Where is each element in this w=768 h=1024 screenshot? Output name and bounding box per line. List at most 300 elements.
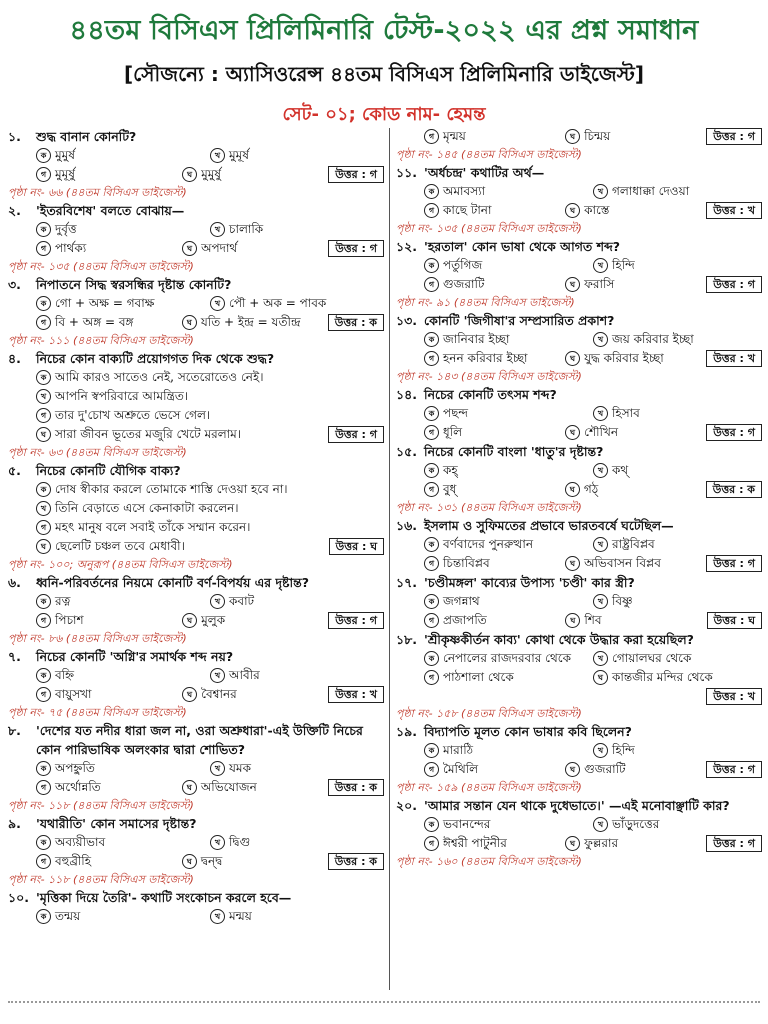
option-row	[396, 611, 762, 630]
option	[36, 220, 210, 239]
option-text: বৈশ্বানর	[201, 687, 237, 701]
option-text: গো + অক্ষ = গবাক্ষ	[55, 296, 155, 310]
option-marker: ঘ	[565, 613, 580, 628]
question-number: ২০.	[396, 798, 418, 813]
answer-box: উত্তর : গ	[328, 612, 384, 629]
question-number: ১২.	[396, 239, 417, 254]
option-text: কান্তজীর মন্দির থেকে	[612, 670, 713, 684]
question-line	[396, 630, 762, 649]
option-marker: খ	[593, 332, 608, 347]
option-text: পছন্দ	[443, 406, 469, 420]
option-text: গলাধাক্কা দেওয়া	[612, 184, 690, 198]
question-number: ৩.	[8, 277, 21, 292]
option-row	[396, 535, 762, 554]
question-number: ১.	[8, 129, 21, 144]
option-row	[8, 165, 384, 184]
option-marker: ক	[36, 222, 51, 237]
option-text: ছেলেটি চঞ্চল তবে মেধাবী।	[55, 539, 185, 553]
option-text: চিন্তাবিপ্লব	[443, 556, 490, 570]
answer-box: উত্তর : গ	[706, 128, 762, 145]
option-text: চিন্ময়	[584, 129, 611, 143]
option-text: আমি কারও সাতেও নেই, সতেরোতেও নেই।	[55, 370, 264, 384]
question-block	[396, 573, 762, 630]
option	[210, 220, 384, 239]
option-row	[396, 480, 762, 499]
option	[210, 666, 384, 685]
option-text: পাঠশালা থেকে	[443, 670, 514, 684]
option	[424, 554, 565, 573]
question-block	[396, 385, 762, 442]
question-number: ৭.	[8, 649, 21, 664]
option-marker: খ	[593, 537, 608, 552]
question-block	[396, 237, 762, 311]
question-block	[8, 721, 384, 814]
option-marker: ক	[36, 761, 51, 776]
option-marker: গ	[36, 315, 51, 330]
option	[593, 668, 762, 687]
option-text: মন্ময়	[229, 909, 252, 923]
option	[565, 480, 706, 499]
option-text: দ্বন্দ্ব	[200, 854, 223, 868]
option-marker: গ	[424, 203, 439, 218]
option	[210, 146, 384, 165]
option-marker: গ	[36, 613, 51, 628]
option-text: মারাঠি	[443, 743, 474, 757]
option	[36, 778, 182, 797]
option-text: হিন্দি	[612, 743, 635, 757]
option-text: জগন্নাথ	[443, 594, 480, 608]
option-row	[396, 275, 762, 294]
question-number: ৪.	[8, 351, 21, 366]
option-row	[8, 833, 384, 852]
page-reference: পৃষ্ঠা নং- ১১১ (৪৪তম বিসিএস ডাইজেস্ট)	[8, 334, 194, 347]
option-text: হিসাব	[612, 406, 640, 420]
answer-box: উত্তর : গ	[706, 555, 762, 572]
option	[210, 833, 384, 852]
question-block	[396, 630, 762, 722]
left-column	[8, 127, 384, 926]
option	[593, 592, 762, 611]
option	[424, 127, 565, 146]
option-marker: গ	[424, 482, 439, 497]
question-text: নিচের কোনটি 'অগ্নি'র সমার্থক শব্দ নয়?	[36, 649, 234, 664]
option-marker: গ	[424, 670, 439, 685]
option	[593, 256, 762, 275]
option-row	[396, 404, 762, 423]
question-line	[8, 349, 384, 368]
question-block	[396, 127, 762, 163]
question-number: ৫.	[8, 463, 21, 478]
option-row	[8, 537, 384, 556]
option-text: ঈশ্বরী পাটুনীর	[443, 836, 507, 850]
page-reference: পৃষ্ঠা নং- ১৫৮ (৪৪তম বিসিএস ডাইজেস্ট)	[396, 707, 582, 720]
option-text: বুধ্	[443, 482, 457, 496]
question-block	[8, 461, 384, 573]
question-text: নিচের কোনটি যৌগিক বাক্য?	[36, 463, 181, 478]
answer-box: উত্তর : খ	[706, 688, 762, 705]
option-text: ভবানন্দের	[443, 817, 491, 831]
option	[565, 349, 706, 368]
option	[565, 760, 706, 779]
answer-box: উত্তর : ক	[328, 314, 384, 331]
option	[424, 201, 565, 220]
option	[565, 834, 706, 853]
option-marker: খ	[593, 463, 608, 478]
option-marker: গ	[36, 687, 51, 702]
option-text: পার্থক্য	[55, 241, 87, 255]
option-row	[396, 349, 762, 368]
option	[36, 759, 210, 778]
option-text: পিচাশ	[55, 613, 84, 627]
option	[36, 537, 329, 556]
option-row	[8, 759, 384, 778]
option-text: গুজরাটি	[584, 762, 626, 776]
page-reference: পৃষ্ঠা নং- ১০০; অনুরূপ (৪৪তম বিসিএস ডাইজেস্ট)	[8, 558, 233, 571]
option	[182, 165, 328, 184]
question-number: ১৫.	[396, 444, 417, 459]
answer-box: উত্তর : গ	[328, 166, 384, 183]
option-marker: ঘ	[182, 613, 197, 628]
option-text: গোয়ালঘর থেকে	[612, 651, 692, 665]
option-marker: ঘ	[565, 203, 580, 218]
option-text: যতি + ইন্দ্র = যতীন্দ্র	[200, 315, 301, 329]
option	[36, 518, 384, 537]
option-text: হিন্দি	[612, 258, 635, 272]
option	[36, 313, 182, 332]
option	[182, 778, 328, 797]
page-reference: পৃষ্ঠা নং- ৭৫ (৪৪তম বিসিএস ডাইজেস্ট)	[8, 706, 187, 719]
option-text: ভাঁড়ুদত্তের	[612, 817, 660, 831]
option-marker: গ	[424, 129, 439, 144]
option-row	[396, 127, 762, 146]
option-marker: ঘ	[182, 854, 197, 869]
option	[424, 815, 593, 834]
question-block	[8, 349, 384, 461]
option-marker: খ	[210, 668, 225, 683]
option-marker: ঘ	[565, 277, 580, 292]
question-line	[8, 201, 384, 220]
option-row	[8, 368, 384, 387]
option	[593, 330, 762, 349]
option	[565, 423, 706, 442]
option	[424, 649, 593, 668]
page-reference: পৃষ্ঠা নং- ১৩১ (৪৪তম বিসিএস ডাইজেস্ট)	[396, 501, 582, 514]
option-marker: ঘ	[182, 780, 197, 795]
option-text: অপদার্থ	[201, 241, 238, 255]
question-text: 'চণ্ডীমঙ্গল' কাব্যের উপাস্য 'চণ্ডী' কার স্ত্রী?	[424, 575, 635, 590]
option-text: মুমূর্ষ	[229, 148, 249, 162]
question-number: ১৮.	[396, 632, 417, 647]
option-row	[8, 313, 384, 332]
option-marker: গ	[36, 780, 51, 795]
option	[424, 834, 565, 853]
question-line	[8, 461, 384, 480]
question-number: ১৯.	[396, 724, 417, 739]
option-text: অপহ্নুতি	[55, 761, 95, 775]
option-row	[396, 554, 762, 573]
option-marker: ঘ	[565, 425, 580, 440]
option-marker: খ	[210, 835, 225, 850]
option-text: যমক	[229, 761, 251, 775]
question-number: ১০.	[8, 890, 29, 905]
option-marker: ঘ	[565, 556, 580, 571]
option	[424, 592, 593, 611]
option-marker: ঘ	[182, 167, 197, 182]
question-number: ৯.	[8, 816, 21, 831]
option	[424, 611, 565, 630]
option	[565, 611, 706, 630]
option	[424, 349, 565, 368]
page-title: ৪৪তম বিসিএস প্রিলিমিনারি টেস্ট-২০২২ এর প্রশ্ন সমাধান	[69, 15, 699, 46]
option-text: পৌ + অক = পাবক	[229, 296, 327, 310]
page-reference: পৃষ্ঠা নং- ১৬০ (৪৪তম বিসিএস ডাইজেস্ট)	[396, 855, 582, 868]
option-row	[396, 592, 762, 611]
option	[182, 313, 328, 332]
question-text: নিপাতনে সিদ্ধ স্বরসন্ধির দৃষ্টান্ত কোনটি?	[36, 277, 232, 292]
question-line	[8, 721, 384, 759]
option-row	[396, 330, 762, 349]
option	[182, 611, 328, 630]
option-row	[8, 518, 384, 537]
option-marker: ক	[36, 668, 51, 683]
answer-box: উত্তর : ক	[706, 481, 762, 498]
option-text: পর্তুগিজ	[443, 258, 483, 272]
question-text: 'আমার সন্তান যেন থাকে দুধেভাতে।' —এই মনোবাঞ্ছাটি কার?	[424, 798, 730, 813]
question-block	[8, 201, 384, 275]
question-number: ২.	[8, 203, 21, 218]
option-marker: ক	[424, 817, 439, 832]
question-text: নিচের কোনটি বাংলা 'ধাতু'র দৃষ্টান্ত?	[424, 444, 604, 459]
question-number: ১৭.	[396, 575, 417, 590]
answer-box: উত্তর : গ	[328, 426, 384, 443]
option-row	[8, 685, 384, 704]
option-text: ফরাসি	[584, 277, 615, 291]
option-marker: গ	[36, 167, 51, 182]
option-text: গঠ্	[583, 482, 599, 496]
option	[424, 404, 593, 423]
option-text: বর্ণবাদের পুনরুত্থান	[443, 537, 533, 551]
question-number: ১৩.	[396, 313, 417, 328]
option-marker: গ	[424, 556, 439, 571]
question-text: 'হরতাল' কোন ভাষা থেকে আগত শব্দ?	[424, 239, 621, 254]
question-text: বিদ্যাপতি মূলত কোন ভাষার কবি ছিলেন?	[424, 724, 632, 739]
answer-box: উত্তর : ঘ	[707, 612, 762, 629]
option-text: অভিবাসন বিপ্লব	[584, 556, 661, 570]
option-text: মৈথিলি	[443, 762, 479, 776]
question-line	[8, 275, 384, 294]
option-row	[8, 592, 384, 611]
option	[210, 759, 384, 778]
option-text: জানিবার ইচ্ছা	[443, 332, 510, 346]
question-line	[8, 888, 384, 907]
option-marker: ক	[36, 835, 51, 850]
answer-box: উত্তর : গ	[706, 835, 762, 852]
option-marker: গ	[36, 241, 51, 256]
question-block	[396, 796, 762, 870]
question-text: কোনটি 'জিগীষা'র সম্প্রসারিত প্রকাশ?	[424, 313, 615, 328]
page-reference: পৃষ্ঠা নং- ৯১ (৪৪তম বিসিএস ডাইজেস্ট)	[396, 296, 575, 309]
option-marker: গ	[424, 613, 439, 628]
option-text: নেপালের রাজদরবার থেকে	[443, 651, 571, 665]
option-marker: খ	[593, 594, 608, 609]
question-line	[396, 237, 762, 256]
option-row	[8, 480, 384, 499]
option	[424, 668, 593, 687]
question-block	[8, 814, 384, 888]
question-text: নিচের কোনটি তৎসম শব্দ?	[424, 387, 557, 402]
option-text: সারা জীবন ভূতের মজুরি খেটে মরলাম।	[55, 427, 242, 441]
option	[182, 852, 328, 871]
option-text: দুর্বৃত্ত	[55, 222, 77, 236]
option	[36, 685, 182, 704]
option-text: শিব	[584, 613, 602, 627]
question-text: ইসলাম ও সুফিমতের প্রভাবে ভারতবর্ষে ঘটেছিল—	[424, 518, 674, 533]
set-code-line: সেট- ০১; কোড নাম- হেমন্ত	[282, 104, 486, 125]
question-number: ১৬.	[396, 518, 417, 533]
option-marker: গ	[424, 277, 439, 292]
option-marker: খ	[593, 406, 608, 421]
question-text: নিচের কোন বাক্যটি প্রয়োগগত দিক থেকে শুদ্ধ?	[36, 351, 275, 366]
page-reference: পৃষ্ঠা নং- ৮৬ (৪৪তম বিসিএস ডাইজেস্ট)	[8, 632, 187, 645]
option-marker: ক	[424, 258, 439, 273]
question-block	[396, 163, 762, 237]
option-marker: ঘ	[565, 129, 580, 144]
option-text: রাষ্ট্রবিপ্লব	[612, 537, 655, 551]
option	[565, 275, 706, 294]
option	[36, 294, 210, 313]
question-line	[8, 814, 384, 833]
question-line	[8, 647, 384, 666]
option-marker: ঘ	[565, 482, 580, 497]
option-marker: ঘ	[36, 539, 51, 554]
right-column	[396, 127, 762, 870]
question-text: 'শ্রীকৃষ্ণকীর্তন কাব্য' কোথা থেকে উদ্ধার করা হয়েছিল?	[424, 632, 694, 647]
option-row	[8, 666, 384, 685]
question-block	[8, 127, 384, 201]
option	[593, 535, 762, 554]
option-text: মুমুর্ষু	[201, 167, 222, 181]
option-marker: গ	[36, 408, 51, 423]
option	[424, 480, 565, 499]
question-block	[396, 722, 762, 796]
option-row	[396, 668, 762, 687]
option	[593, 741, 762, 760]
answer-box: উত্তর : গ	[328, 240, 384, 257]
question-number: ১৪.	[396, 387, 417, 402]
page-reference: পৃষ্ঠা নং- ৬৩ (৪৪তম বিসিএস ডাইজেস্ট)	[8, 446, 187, 459]
option	[424, 182, 593, 201]
option-row	[8, 406, 384, 425]
option	[182, 685, 328, 704]
option-text: চালাকি	[229, 222, 264, 236]
option-text: হনন করিবার ইচ্ছা	[443, 351, 528, 365]
option-row	[396, 182, 762, 201]
question-text: শুদ্ধ বানান কোনটি?	[36, 129, 137, 144]
option-marker: গ	[36, 520, 51, 535]
question-line	[8, 573, 384, 592]
page-reference: পৃষ্ঠা নং- ৬৬ (৪৪তম বিসিএস ডাইজেস্ট)	[8, 186, 187, 199]
option-marker: ক	[424, 406, 439, 421]
answer-box: উত্তর : ক	[328, 779, 384, 796]
option-marker: খ	[36, 389, 51, 404]
option-marker: ঘ	[565, 762, 580, 777]
option-marker: ক	[424, 594, 439, 609]
option-marker: খ	[210, 594, 225, 609]
option-row	[8, 239, 384, 258]
option	[593, 649, 762, 668]
option-marker: ক	[36, 594, 51, 609]
option-marker: গ	[424, 762, 439, 777]
option-text: বহ্নি	[55, 668, 75, 682]
option-text: তার দু'চোখ অশ্রুতে ভেসে গেল।	[55, 408, 211, 422]
option-row	[8, 852, 384, 871]
question-line	[396, 796, 762, 815]
option	[593, 182, 762, 201]
question-text: 'দেশের যত নদীর ধারা জল না, ওরা অশ্রুধারা'-এই উক্তিটি নিচের কোন পারিভাষিক অলংকার দ্বারা শোভিত?	[36, 723, 363, 757]
option-marker: গ	[424, 351, 439, 366]
option-marker: গ	[424, 836, 439, 851]
option-marker: খ	[593, 817, 608, 832]
option-text: মুমূর্ষু	[55, 167, 75, 181]
question-block	[396, 442, 762, 516]
option-row	[396, 201, 762, 220]
page-reference: পৃষ্ঠা নং- ১৪৩ (৪৪তম বিসিএস ডাইজেস্ট)	[396, 370, 582, 383]
option-text: কথ্	[612, 463, 629, 477]
option	[36, 387, 384, 406]
question-number: ৬.	[8, 575, 21, 590]
option-text: অমাবস্যা	[443, 184, 486, 198]
option	[182, 239, 328, 258]
option-row	[396, 815, 762, 834]
question-number: ৮.	[8, 723, 21, 738]
option-text: মৃন্ময়	[443, 129, 466, 143]
option-text: রত্ন	[55, 594, 71, 608]
option	[424, 741, 593, 760]
option	[36, 239, 182, 258]
option-row	[8, 611, 384, 630]
question-line	[8, 127, 384, 146]
page-reference: পৃষ্ঠা নং- ১১৮ (৪৪তম বিসিএস ডাইজেস্ট)	[8, 873, 194, 886]
answer-box: উত্তর : খ	[706, 350, 762, 367]
option	[424, 461, 593, 480]
option	[36, 666, 210, 685]
option-text: মুমুর্ষ	[55, 148, 75, 162]
option-text: অর্থোন্নতি	[55, 780, 101, 794]
option	[593, 815, 762, 834]
option-marker: ঘ	[565, 836, 580, 851]
option-marker: ক	[36, 296, 51, 311]
option	[210, 294, 384, 313]
option	[36, 368, 384, 387]
option-text: বিষ্ণু	[612, 594, 633, 608]
option-marker: গ	[424, 425, 439, 440]
question-text: 'ইতরবিশেষ' বলতে বোঝায়—	[36, 203, 185, 218]
option-marker: ক	[424, 537, 439, 552]
option-marker: ঘ	[182, 687, 197, 702]
answer-box: উত্তর : ঘ	[329, 538, 384, 555]
option-marker: ঘ	[565, 351, 580, 366]
option	[36, 165, 182, 184]
option-text: কহ্	[443, 463, 458, 477]
question-text: 'মৃত্তিকা দিয়ে তৈরি'- কথাটি সংকোচন করলে হবে—	[36, 890, 292, 905]
question-line	[396, 311, 762, 330]
option-row	[396, 760, 762, 779]
option-row	[396, 461, 762, 480]
answer-box: উত্তর : খ	[328, 686, 384, 703]
answer-row	[396, 687, 762, 705]
option-marker: ক	[424, 332, 439, 347]
option-row	[396, 649, 762, 668]
